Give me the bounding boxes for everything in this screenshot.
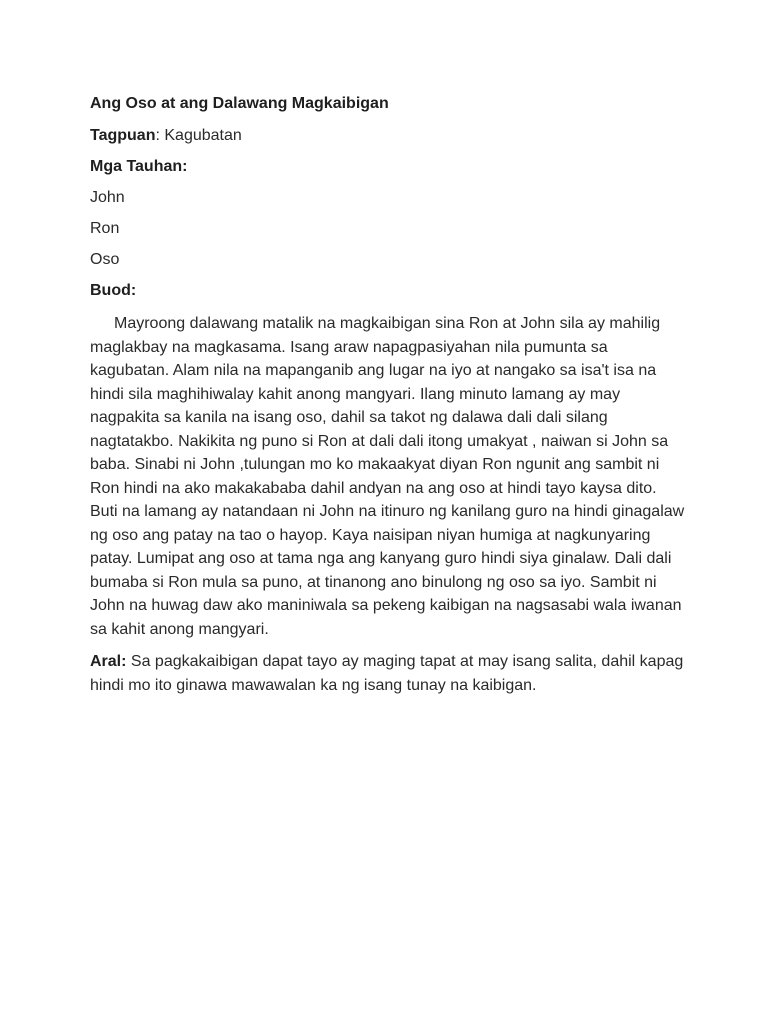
characters-label: Mga Tauhan: bbox=[90, 158, 188, 175]
character-item: Ron bbox=[90, 220, 120, 237]
summary-paragraph: Mayroong dalawang matalik na magkaibigan sina Ron at John sila ay mahilig maglakbay na magkasama. Isang araw napagpasiyahan nila pumunta sa kagubatan. Alam nila na mapanganib ang lugar na iyo at nangako sa isa't isa na hindi sila maghihiwalay kahit anong mangyari. Ilang minuto lamang ay may nagpakita sa kanila na isang oso, dahil sa takot ng dalawa dali dali silang nagtatakbo. Nakikita ng puno si Ron at dali dali itong umakyat , naiwan si John sa baba. Sinabi ni John ,tulungan mo ko makaakyat diyan Ron ngunit ang sambit ni Ron hindi na ako makakababa dahil andyan na ang oso at hindi tayo kaysa dito. Buti na lamang ay natandaan ni John na itinuro ng kanilang guro na hindi ginagalaw ng oso ang patay na tao o hayop. Kaya naisipan niyan humiga at nagkunyaring patay. Lumipat ang oso at tama nga ang kanyang guro hindi siya ginalaw. Dali dali bumaba si Ron mula sa puno, at tinanong ano binulong ng oso sa iyo. Sambit ni John na huwag daw ako maniniwala sa pekeng kaibigan na nagsasabi wala iwanan sa kahit anong mangyari. bbox=[90, 315, 685, 638]
character-item: Oso bbox=[90, 251, 120, 268]
character-item: John bbox=[90, 189, 125, 206]
moral-label: Aral: bbox=[90, 653, 127, 670]
story-title: Ang Oso at ang Dalawang Magkaibigan bbox=[90, 95, 389, 112]
setting-line bbox=[90, 126, 688, 145]
moral-paragraph bbox=[90, 650, 688, 697]
summary-label: Buod: bbox=[90, 282, 137, 299]
setting-separator: : bbox=[155, 127, 165, 144]
setting-value: Kagubatan bbox=[164, 127, 242, 144]
document-body bbox=[90, 94, 688, 697]
setting-label: Tagpuan bbox=[90, 127, 156, 144]
moral-text: Sa pagkakaibigan dapat tayo ay maging tapat at may isang salita, dahil kapag hindi mo ito ginawa mawawalan ka ng isang tunay na kaibigan. bbox=[90, 653, 684, 694]
